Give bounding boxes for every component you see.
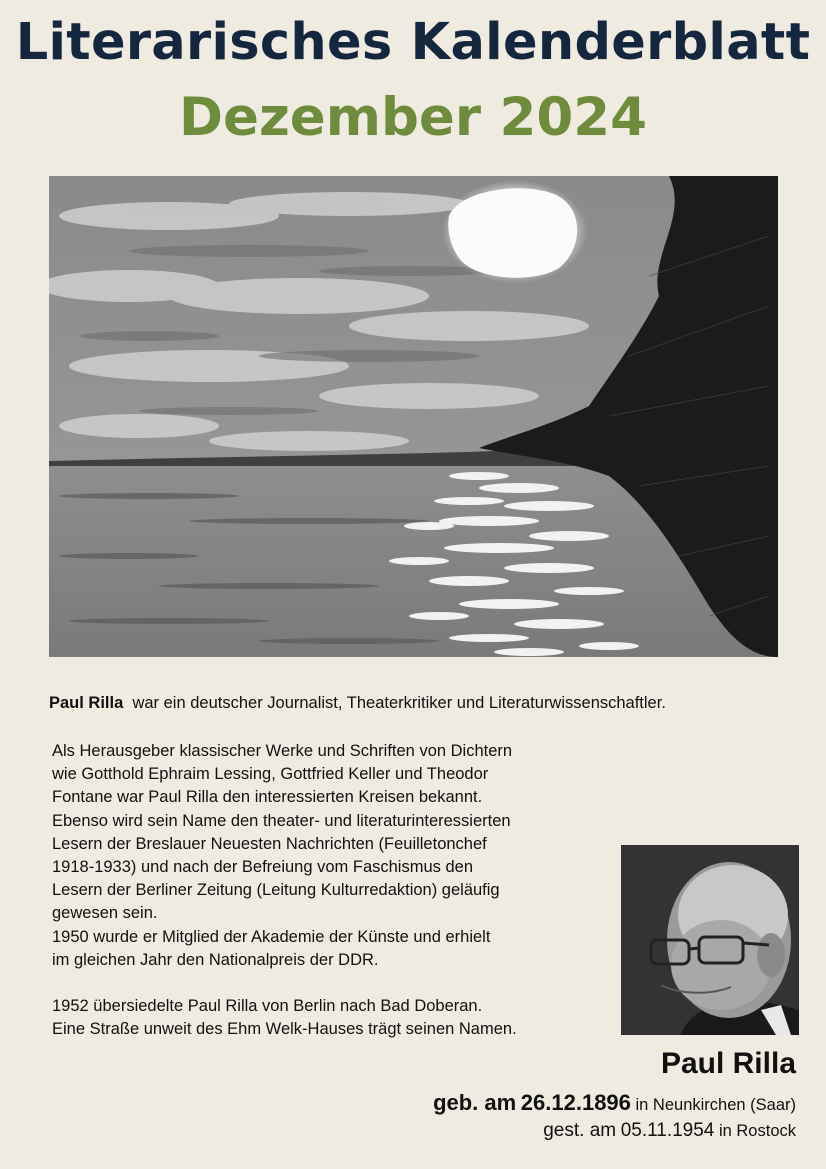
paragraph-gap (52, 972, 612, 995)
body-line: gewesen sein. (52, 904, 158, 923)
body-line: Ebenso wird sein Name den theater- und literaturinteressierten (52, 811, 511, 830)
intro-text: war ein deutscher Journalist, Theaterkritiker und Literaturwissenschaftler. (132, 694, 666, 712)
landscape-etching-image (49, 176, 778, 657)
body-line: 1950 wurde er Mitglied der Akademie der Künste und erhielt (52, 927, 491, 946)
body-line: 1918-1933) und nach der Befreiung vom Faschismus den (52, 858, 473, 877)
body-line: Eine Straße unweit des Ehm Welk-Hauses trägt seinen Namen. (52, 1020, 517, 1039)
died-place: in Rostock (718, 1122, 796, 1140)
born-prefix: geb. am (433, 1090, 517, 1115)
body-line: 1952 übersiedelte Paul Rilla von Berlin nach Bad Doberan. (52, 997, 483, 1016)
body-line: im gleichen Jahr den Nationalpreis der DDR. (52, 950, 379, 969)
person-name: Paul Rilla (660, 1047, 796, 1080)
body-line: Lesern der Berliner Zeitung (Leitung Kulturredaktion) geläufig (52, 881, 500, 900)
intro-name: Paul Rilla (49, 694, 124, 712)
biography-text (52, 740, 612, 1041)
died-prefix: gest. am (543, 1120, 617, 1141)
portrait-photo (621, 845, 799, 1035)
died-date: 05.11.1954 (620, 1120, 715, 1141)
body-line: Lesern der Breslauer Neuesten Nachrichten (Feuilletonchef (52, 834, 487, 853)
birth-info (433, 1090, 796, 1118)
page-subtitle-month: Dezember 2024 (179, 87, 647, 148)
body-line: Als Herausgeber klassischer Werke und Schriften von Dichtern (52, 742, 513, 760)
death-info (543, 1118, 796, 1144)
body-line: wie Gotthold Ephraim Lessing, Gottfried Keller und Theodor (52, 765, 489, 784)
body-line: Fontane war Paul Rilla den interessierten Kreisen bekannt. (52, 788, 483, 807)
born-place: in Neunkirchen (Saar) (635, 1096, 796, 1114)
page-title: Literarisches Kalenderblatt (15, 13, 811, 72)
born-date: 26.12.1896 (520, 1090, 631, 1115)
intro-paragraph (49, 692, 809, 714)
